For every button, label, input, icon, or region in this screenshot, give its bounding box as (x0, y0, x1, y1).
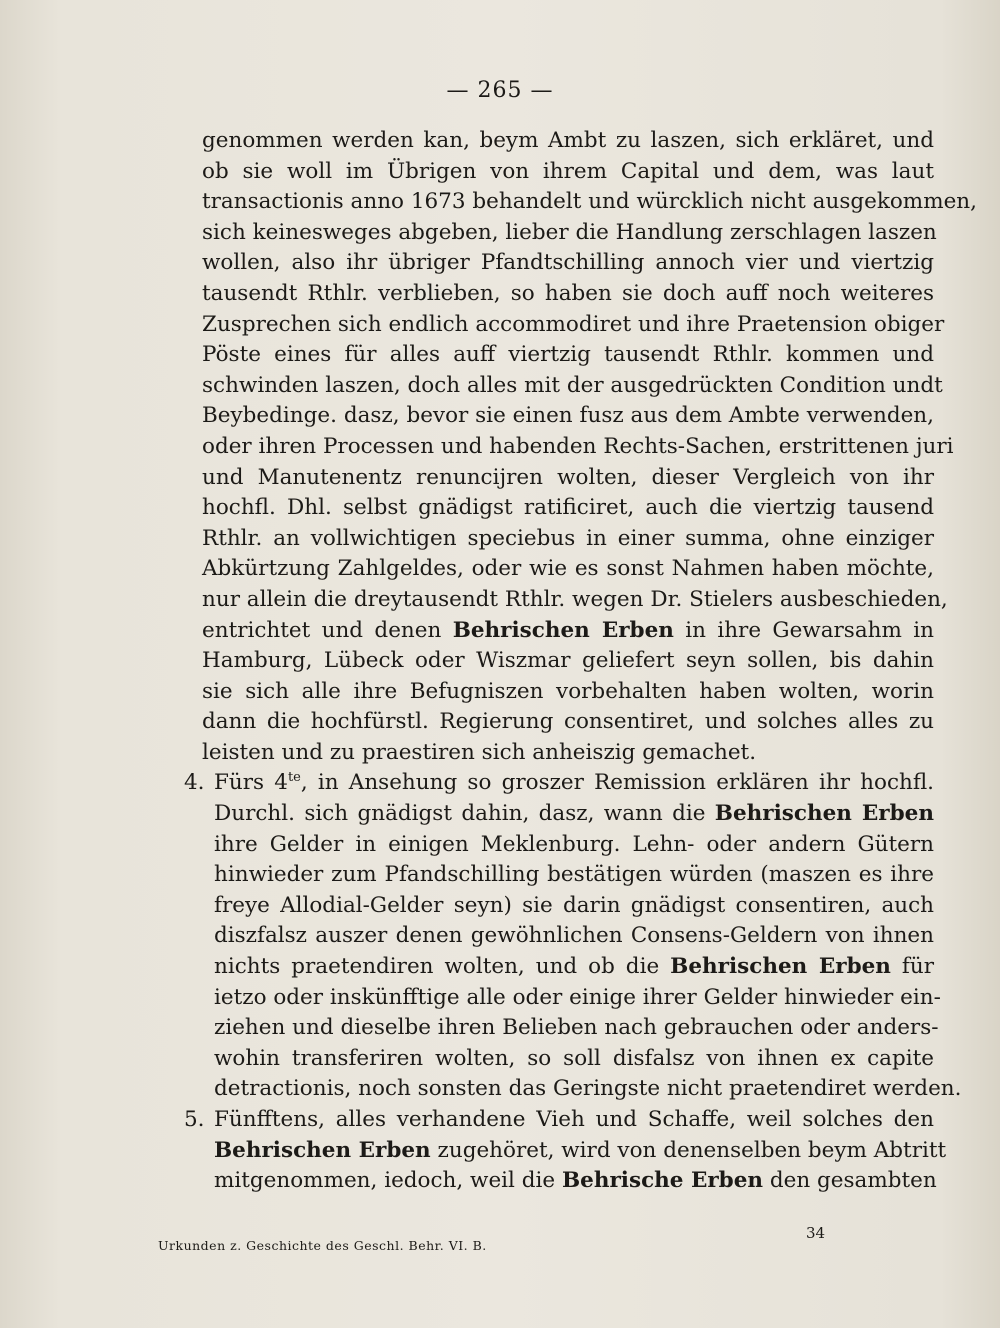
emphasis-name: Behrischen Erben (670, 954, 891, 980)
text-fragment: entrichtet und denen (202, 617, 442, 643)
superscript: te (287, 770, 301, 786)
text-line: genommen werden kan, beym Ambt zu laszen, sich erkläret, und (202, 128, 934, 153)
text-line (202, 952, 934, 983)
text-line (202, 799, 934, 830)
text-fragment: nichts praetendiren wolten, und ob die (214, 954, 660, 980)
text-line: dann die hochfürstl. Regierung consentiret, und solches alles zu (202, 709, 934, 735)
source-footer: Urkunden z. Geschichte des Geschl. Behr. VI. B. (158, 1238, 487, 1253)
text-line: tausendt Rthlr. verblieben, so haben sie doch auff noch weiteres (202, 280, 934, 306)
text-line: hinwieder zum Pfandschilling bestätigen würden (maszen es ihre (214, 862, 934, 888)
text-line: detractionis, noch sonsten das Geringste nicht praetendiret werden. (214, 1076, 962, 1102)
text-fragment: mitgenommen, iedoch, weil die (214, 1168, 556, 1194)
text-line: Abkürtzung Zahlgeldes, oder wie es sonst Nahmen haben möchte, (202, 556, 934, 582)
body-text (184, 126, 977, 1197)
text-line: diszfalsz auszer denen gewöhnlichen Consens-Geldern von ihnen (214, 923, 934, 949)
text-line: Beybedinge. dasz, bevor sie einen fusz aus dem Ambte verwenden, (202, 403, 934, 429)
text-line: ziehen und dieselbe ihren Belieben nach gebrauchen oder anders- (214, 1015, 939, 1041)
signature-mark: 34 (806, 1224, 826, 1242)
text-fragment: Fürs $4^{te}$, in Ansehung so groszer Remission erklären ihr hochfl. (214, 770, 935, 796)
emphasis-name: Behrische Erben (561, 1168, 764, 1194)
text-line: Rthlr. an vollwichtigen speciebus in einer summa, ohne einziger (202, 525, 934, 551)
text-fragment: in ihre Gewarsahm in (685, 617, 934, 643)
text-line: sie sich alle ihre Befugniszen vorbehalten haben wolten, worin (202, 678, 934, 704)
text-line: hochfl. Dhl. selbst gnädigst ratificiret, auch die viertzig tausend (202, 495, 934, 521)
text-line (184, 768, 935, 799)
text-line: Hamburg, Lübeck oder Wiszmar geliefert seyn sollen, bis dahin (202, 648, 934, 674)
text-line: ob sie woll im Übrigen von ihrem Capital und dem, was laut (202, 158, 934, 184)
text-fragment: Durchl. sich gnädigst dahin, dasz, wann die (214, 801, 706, 827)
emphasis-name: Behrischen Erben (452, 617, 674, 643)
text-fragment: den gesambten (769, 1168, 937, 1194)
text-line (202, 1166, 937, 1197)
emphasis-name: Behrischen Erben (714, 801, 934, 827)
item-number: 5. (184, 1107, 205, 1132)
item-number: 4. (184, 770, 205, 796)
text-line: nur allein die dreytausendt Rthlr. wegen Dr. Stielers ausbeschieden, (202, 586, 948, 612)
text-line: Zusprechen sich endlich accommodiret und ihre Praetension obiger (202, 311, 945, 337)
text-fragment: für (901, 954, 934, 980)
text-line: wohin transferiren wolten, so soll disfalsz von ihnen ex capite (214, 1045, 934, 1071)
text-fragment: Fünfftens, alles verhandene Vieh und Schaffe, weil solches den (214, 1107, 934, 1132)
text-line: sich keinesweges abgeben, lieber die Handlung zerschlagen laszen (202, 219, 937, 245)
list-item-4 (184, 768, 962, 1105)
text-line: ihre Gelder in einigen Meklenburg. Lehn- oder andern Gütern (214, 831, 934, 857)
text-line (202, 1136, 947, 1167)
text-line: ietzo oder inskünfftige alle oder einige ihrer Gelder hinwieder ein- (214, 984, 941, 1010)
text-fragment: zugehöret, wird von denenselben beym Abtritt (437, 1137, 947, 1163)
text-line (202, 616, 934, 647)
text-line: wollen, also ihr übriger Pfandtschilling annoch vier und viertzig (202, 250, 934, 276)
text-line: Pöste eines für alles auff viertzig tausendt Rthlr. kommen und (202, 342, 934, 368)
text-line: oder ihren Processen und habenden Rechts-Sachen, erstrittenen juri (202, 433, 954, 459)
page-number: — 265 — (446, 78, 554, 103)
text-line (184, 1105, 934, 1136)
emphasis-name: Behrischen Erben (214, 1137, 431, 1163)
text-line: transactionis anno 1673 behandelt und würcklich nicht ausgekommen, (202, 189, 977, 215)
text-line: schwinden laszen, doch alles mit der ausgedrückten Condition undt (202, 372, 943, 398)
list-item-5 (184, 1105, 947, 1197)
text-line: leisten und zu praestiren sich anheiszig gemachet. (202, 739, 757, 765)
text-line: freye Allodial-Gelder seyn) sie darin gnädigst consentiren, auch (214, 892, 934, 918)
text-line: und Manutenentz renuncijren wolten, dieser Vergleich von ihr (202, 464, 934, 490)
